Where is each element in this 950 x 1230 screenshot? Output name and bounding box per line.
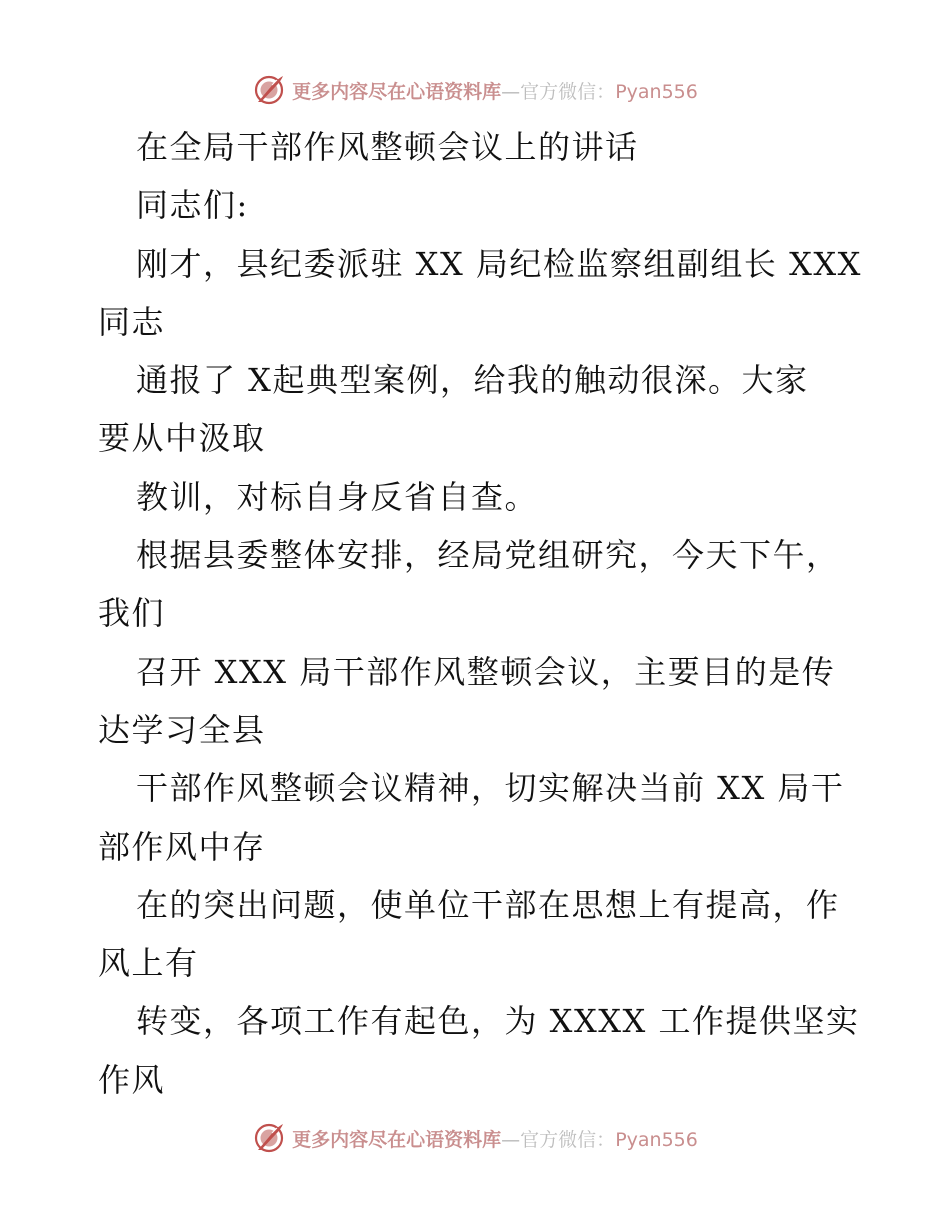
text-line: 转变，各项工作有起色，为 XXXX 工作提供坚实 <box>136 1002 860 1041</box>
quill-pen-logo-icon <box>252 1121 286 1155</box>
header-banner-separator: — <box>501 80 521 103</box>
text-line: 通报了 X起典型案例，给我的触动很深。大家 <box>136 361 809 400</box>
footer-banner <box>0 1118 950 1158</box>
text-line: 召开 XXX 局干部作风整顿会议，主要目的是传 <box>136 652 836 691</box>
text-line: 风上有 <box>98 944 199 983</box>
text-line: 教训，对标自身反省自查。 <box>136 477 539 516</box>
header-banner-text <box>292 77 698 104</box>
text-line: 干部作风整顿会议精神，切实解决当前 XX 局干 <box>136 769 845 808</box>
header-banner <box>0 70 950 110</box>
text-line: 我们 <box>98 594 166 633</box>
footer-banner-wechat-id: Pyan556 <box>615 1128 698 1151</box>
header-banner-wechat-id: Pyan556 <box>615 80 698 103</box>
text-line: 刚才，县纪委派驻 XX 局纪检监察组副组长 XXX <box>136 244 862 283</box>
text-line: 根据县委整体安排，经局党组研究，今天下午， <box>136 536 840 575</box>
text-line: 同志们: <box>136 186 249 225</box>
text-line: 作风 <box>98 1060 166 1099</box>
document-body <box>98 118 868 1109</box>
footer-banner-text <box>292 1125 698 1152</box>
text-line: 同志 <box>98 302 166 341</box>
footer-banner-separator: — <box>501 1128 521 1151</box>
quill-pen-logo-icon <box>252 73 286 107</box>
footer-banner-wechat-label: 官方微信： <box>520 1128 616 1151</box>
text-line: 在的突出问题，使单位干部在思想上有提高，作 <box>136 885 840 924</box>
footer-banner-brand: 更多内容尽在心语资料库 <box>292 1128 502 1151</box>
header-banner-brand: 更多内容尽在心语资料库 <box>292 80 502 103</box>
text-line: 要从中汲取 <box>98 419 266 458</box>
header-banner-wechat-label: 官方微信： <box>520 80 616 103</box>
text-line: 达学习全县 <box>98 710 266 749</box>
text-line: 在全局干部作风整顿会议上的讲话 <box>136 128 639 166</box>
text-line: 部作风中存 <box>98 827 266 866</box>
